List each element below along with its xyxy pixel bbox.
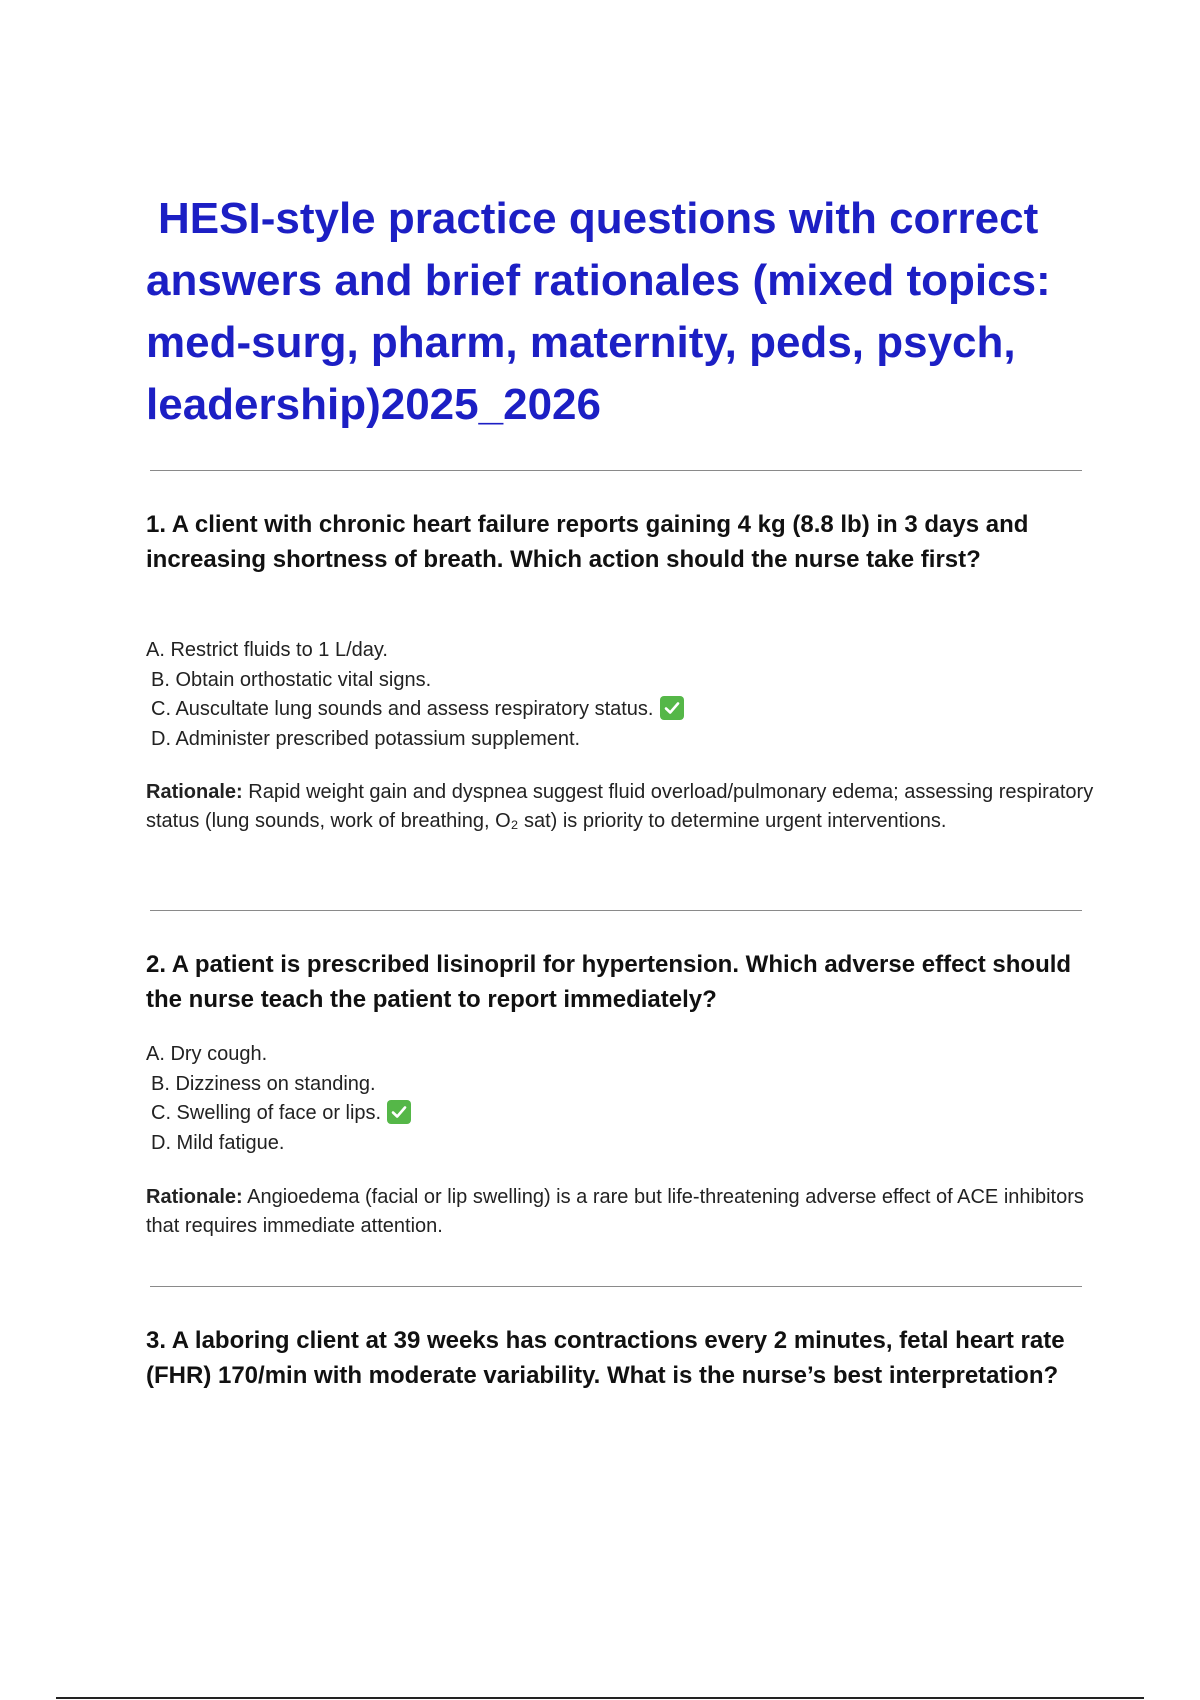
question-2-option-a: A. Dry cough.	[146, 1043, 268, 1065]
question-2-options	[146, 1040, 1086, 1158]
question-1-options	[146, 636, 1086, 754]
question-2-rationale	[146, 1183, 1096, 1241]
rationale-label: Rationale:	[146, 1186, 243, 1208]
page-bottom-rule	[56, 1697, 1144, 1699]
question-2-stem: 2. A patient is prescribed lisinopril for hypertension. Which adverse effect should the nurse teach the patient to report immediately?	[146, 951, 1072, 1013]
page-title	[146, 188, 1106, 436]
rationale-text: Angioedema (facial or lip swelling) is a rare but life-threatening adverse effect of ACE inhibitors that requires immediate attention.	[146, 1186, 1084, 1237]
question-1-rationale	[146, 778, 1096, 836]
question-1-option-c: C. Auscultate lung sounds and assess respiratory status.	[146, 695, 1086, 725]
section-divider	[150, 910, 1082, 911]
question-2-option-d: D. Mild fatigue.	[151, 1131, 285, 1154]
section-divider	[150, 470, 1082, 471]
rationale-label: Rationale:	[146, 781, 243, 803]
check-mark-icon	[660, 696, 684, 720]
question-1-option-b: B. Obtain orthostatic vital signs.	[151, 668, 432, 691]
rationale-text: Rapid weight gain and dyspnea suggest fluid overload/pulmonary edema; assessing respiratory status (lung sounds, work of breathing, O₂ sat) is priority to determine urgent interventions.	[146, 781, 1094, 832]
page-title-text: HESI-style practice questions with correct answers and brief rationales (mixed topics: med-surg, pharm, maternity, peds, psych, leadership)2025_2026	[146, 194, 1051, 429]
question-2-option-b: B. Dizziness on standing.	[151, 1072, 376, 1095]
question-1-option-a: A. Restrict fluids to 1 L/day.	[146, 639, 388, 661]
question-1-stem: 1. A client with chronic heart failure reports gaining 4 kg (8.8 lb) in 3 days and increasing shortness of breath. Which action should the nurse take first?	[146, 511, 1029, 573]
section-divider	[150, 1286, 1082, 1287]
check-mark-icon	[387, 1100, 411, 1124]
question-3-stem: 3. A laboring client at 39 weeks has contractions every 2 minutes, fetal heart rate (FHR) 170/min with moderate variability. What is the nurse’s best interpretation?	[146, 1327, 1065, 1389]
question-1-option-d: D. Administer prescribed potassium supplement.	[151, 727, 581, 750]
question-2-option-c: C. Swelling of face or lips.	[146, 1099, 1086, 1129]
